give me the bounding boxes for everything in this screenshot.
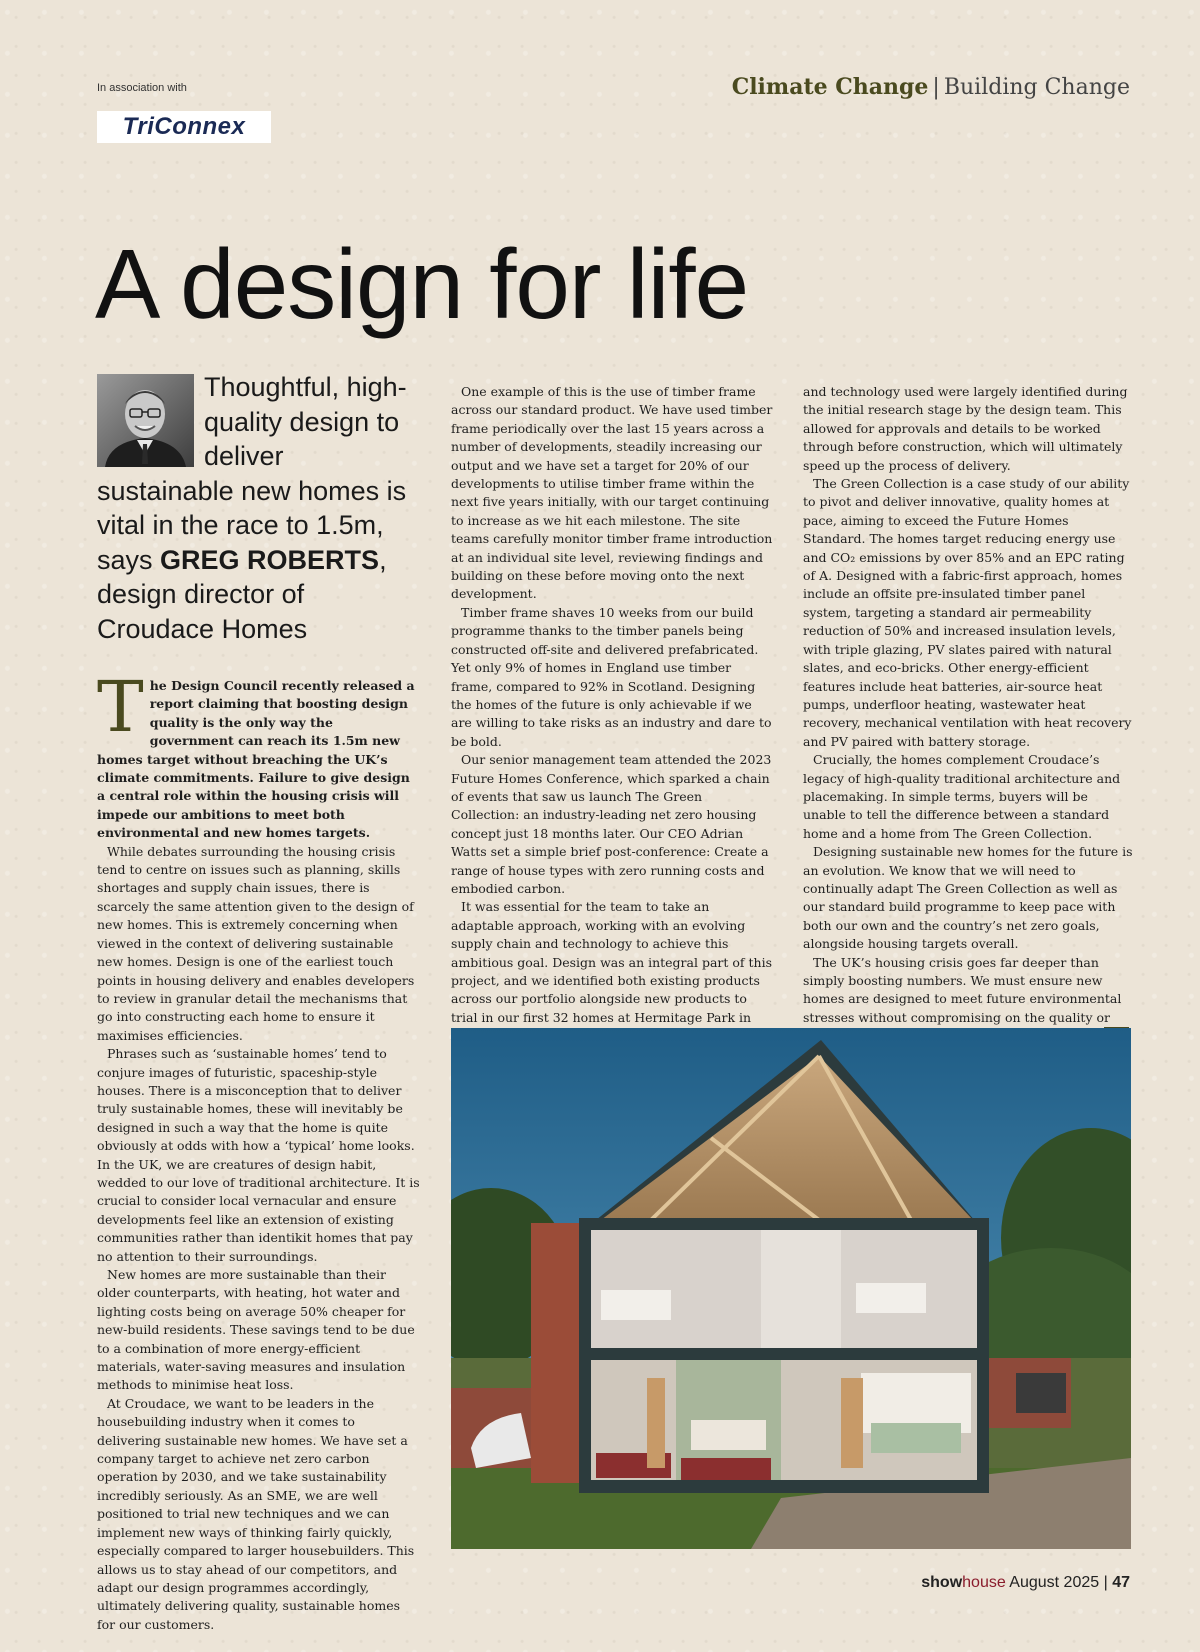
body-paragraph: It was essential for the team to take an adaptable approach, working with an evolving supply chain and technology to achieve this ambitious goal. Design was an integral part of this project, and we identified both existing products across our portfolio alongside new products to trial in our first 32 homes at Hermitage Park in <box>451 899 772 1025</box>
drop-cap: T <box>97 666 144 748</box>
body-paragraph: The Green Collection is a case study of our ability to pivot and deliver innovative, quality homes at pace, aiming to exceed the Future Homes Standard. The homes target reducing energy use and CO₂ emissions by over 85% and an EPC rating of A. Designed with a fabric-first approach, homes include an offsite pre-insulated timber panel system, targeting a standard air permeability reduction of 50% and increased insulation levels, with triple glazing, PV slates paired with natural slates, and eco-bricks. Other energy-efficient features include heat batteries, air-source heat pumps, underfloor heating, wastewater heat recovery, mechanical ventilation with heat recovery and PV paired with battery storage. <box>803 476 1132 749</box>
body-paragraph: Designing sustainable new homes for the future is an evolution. We know that we will need to continually adapt The Green Collection as well as our standard build programme to keep pace with both our own and the country’s net zero goals, alongside housing targets overall. <box>803 844 1133 952</box>
body-paragraph: and technology used were largely identified during the initial research stage by the design team. This allowed for approvals and details to be worked through before construction, which will ultimately speed up the process of delivery. <box>803 384 1128 473</box>
page-footer <box>921 1574 1130 1592</box>
closing-text: The UK’s housing crisis goes far deeper than simply boosting numbers. We must ensure new homes are designed to meet future environmental stresses without compromising on the quality or <box>803 954 1122 1025</box>
lead-paragraph <box>97 666 420 843</box>
article-column-2 <box>451 383 773 1082</box>
standfirst-text: Thoughtful, high-quality design to deliver sustainable new homes is vital in the race to 1.5m, says <box>97 372 407 575</box>
section-separator: | <box>932 75 940 100</box>
footer-brand-bold: show <box>921 1574 963 1591</box>
house-cutaway-image <box>451 1028 1131 1549</box>
article-column-1 <box>97 666 420 1634</box>
article-headline: A design for life <box>95 229 749 339</box>
footer-separator: | <box>1103 1574 1108 1591</box>
section-heading <box>732 74 1130 100</box>
body-paragraph: Crucially, the homes complement Croudace’s legacy of high-quality traditional architecture and placemaking. In simple terms, buyers will be unable to tell the difference between a standard home and a home from The Green Collection. <box>803 752 1121 841</box>
body-paragraph: New homes are more sustainable than their older counterparts, with heating, hot water and lighting costs being on average 50% cheaper for new-build residents. These savings tend to be due to a combination of more energy-efficient materials, water-saving measures and insulation methods to minimise heat loss. <box>97 1267 415 1393</box>
body-paragraph: Phrases such as ‘sustainable homes’ tend to conjure images of futuristic, spaceship-style houses. There is a misconception that to deliver truly sustainable homes, these will inevitably be designed in such a way that the home is quite obviously at odds with how a ‘typical’ home looks. In the UK, we are creatures of design habit, wedded to our love of traditional architecture. It is crucial to consider local vernacular and ensure developments feel like an extension of existing communities rather than identikit homes that pay no attention to their surroundings. <box>97 1046 420 1264</box>
footer-issue: August 2025 <box>1005 1574 1104 1591</box>
body-paragraph: Timber frame shaves 10 weeks from our build programme thanks to the timber panels being constructed off-site and delivered prefabricated. Yet only 9% of homes in England use timber frame, compared to 92% in Scotland. Designing the homes of the future is only achievable if we are willing to take risks as an industry and dare to be bold. <box>451 604 772 749</box>
body-paragraph: At Croudace, we want to be leaders in the housebuilding industry when it comes to delivering sustainable new homes. We have set a company target to achieve net zero carbon operation by 2030, and we take sustainability incredibly seriously. As an SME, we are well positioned to trial new techniques and we can implement new ways of thinking fairly quickly, especially compared to larger housebuilders. This allows us to stay ahead of our competitors, and adapt our design programmes accordingly, ultimately delivering quality, sustainable homes for our customers. <box>97 1395 415 1632</box>
lead-text: he Design Council recently released a report claiming that boosting design quality is the only way the government can reach its 1.5m new homes target without breaching the UK’s climate commitments. Failure to give design a central role within the housing crisis will impede our ambitions to meet both environmental and new homes targets. <box>97 678 415 841</box>
section-secondary: Building Change <box>943 75 1130 100</box>
author-name: GREG ROBERTS <box>160 544 380 575</box>
article-column-3 <box>803 383 1133 1048</box>
standfirst-role: , design director of Croudace Homes <box>97 544 387 644</box>
footer-brand-light: house <box>962 1574 1006 1591</box>
body-paragraph: While debates surrounding the housing crisis tend to centre on issues such as planning, skills shortages and supply chain issues, there is scarcely the same attention given to the design of new homes. This is extremely concerning when viewed in the context of delivering sustainable new homes. Design is one of the earliest touch points in housing delivery and enables developers to review in granular detail the mechanisms that go into constructing each home to ensure it maximises efficiencies. <box>97 843 415 1043</box>
logo-wordmark: TriConnex <box>122 113 246 140</box>
body-paragraph: One example of this is the use of timber frame across our standard product. We have used timber frame periodically over the last 15 years across a number of developments, steadily increasing our output and we have set a target for 20% of our developments to utilise timber frame within the next five years initially, with our target continuing to increase as we hit each milestone. The site teams carefully monitor timber frame introduction at an individual site level, reviewing findings and building on these before moving onto the next development. <box>451 384 773 602</box>
author-photo <box>97 374 194 467</box>
section-primary: Climate Change <box>731 74 929 100</box>
triconnex-logo <box>97 111 271 143</box>
page-number: 47 <box>1112 1574 1130 1591</box>
association-label: In association with <box>97 82 187 94</box>
body-paragraph: Our senior management team attended the 2023 Future Homes Conference, which sparked a chain of events that saw us launch The Green Collection: an industry-leading net zero housing concept just 18 months later. Our CEO Adrian Watts set a simple brief post-conference: Create a range of house types with zero running costs and embodied carbon. <box>451 752 772 896</box>
